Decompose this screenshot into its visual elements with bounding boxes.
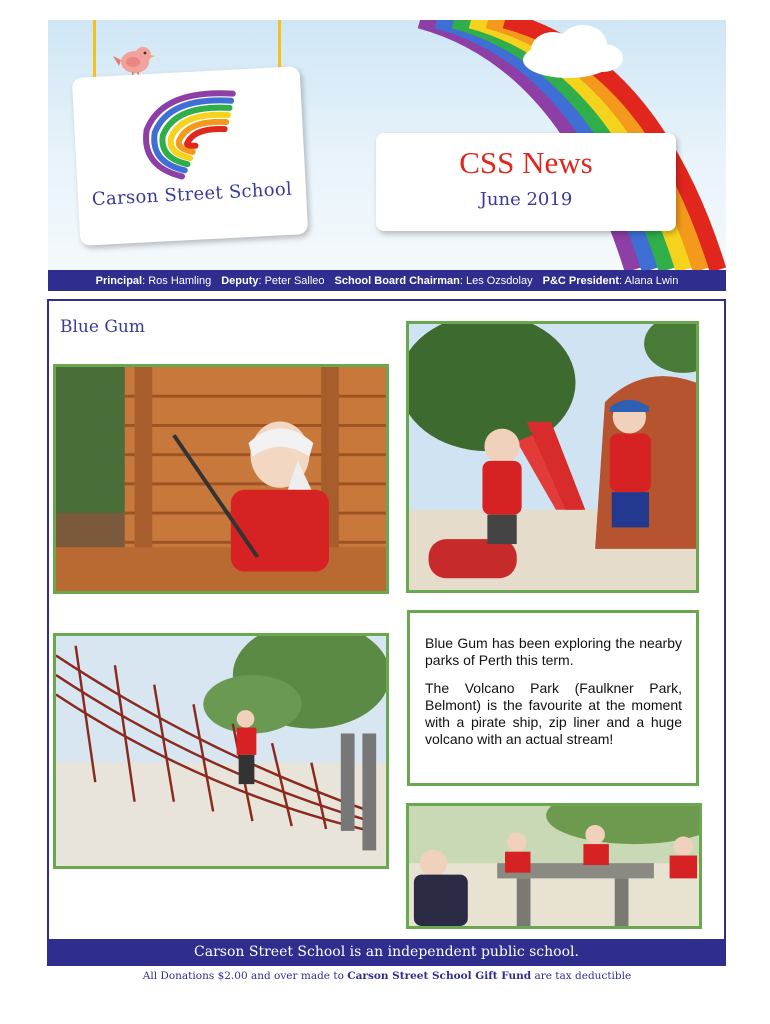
donation-note: All Donations $2.00 and over made to Carson Street School Gift Fund are tax deductible bbox=[142, 970, 632, 982]
photo-rope-net bbox=[53, 633, 389, 869]
staff-bar bbox=[48, 270, 726, 291]
rainbow-c-logo-icon bbox=[122, 83, 247, 189]
staff-deputy: Deputy: Peter Salleo bbox=[221, 274, 325, 287]
section-paragraph: Blue Gum has been exploring the nearby parks of Perth this term. bbox=[425, 635, 682, 668]
photo-volcano-park bbox=[406, 321, 699, 593]
footer-tagline: Carson Street School is an independent public school. bbox=[47, 939, 726, 966]
issue-date: June 2019 bbox=[479, 189, 573, 210]
staff-pc-president: P&C President: Alana Lwin bbox=[542, 274, 679, 287]
gift-fund-name: Carson Street School Gift Fund bbox=[347, 970, 532, 982]
section-title: Blue Gum bbox=[60, 317, 145, 337]
newsletter-title-card bbox=[376, 133, 676, 231]
photo-picnic-table bbox=[406, 803, 702, 929]
school-logo-card bbox=[72, 66, 308, 246]
staff-principal: Principal: Ros Hamling bbox=[95, 274, 212, 287]
section-paragraph: The Volcano Park (Faulkner Park, Belmont) is the favourite at the moment with a pirate ship, zip liner and a huge volcano with an actual stream! bbox=[425, 680, 682, 747]
staff-board-chairman: School Board Chairman: Les Ozsdolay bbox=[334, 274, 533, 287]
school-name: Carson Street School bbox=[91, 178, 293, 211]
photo-pirate-ship bbox=[53, 364, 389, 594]
newsletter-title: CSS News bbox=[459, 145, 593, 180]
section-text-box bbox=[407, 610, 699, 786]
